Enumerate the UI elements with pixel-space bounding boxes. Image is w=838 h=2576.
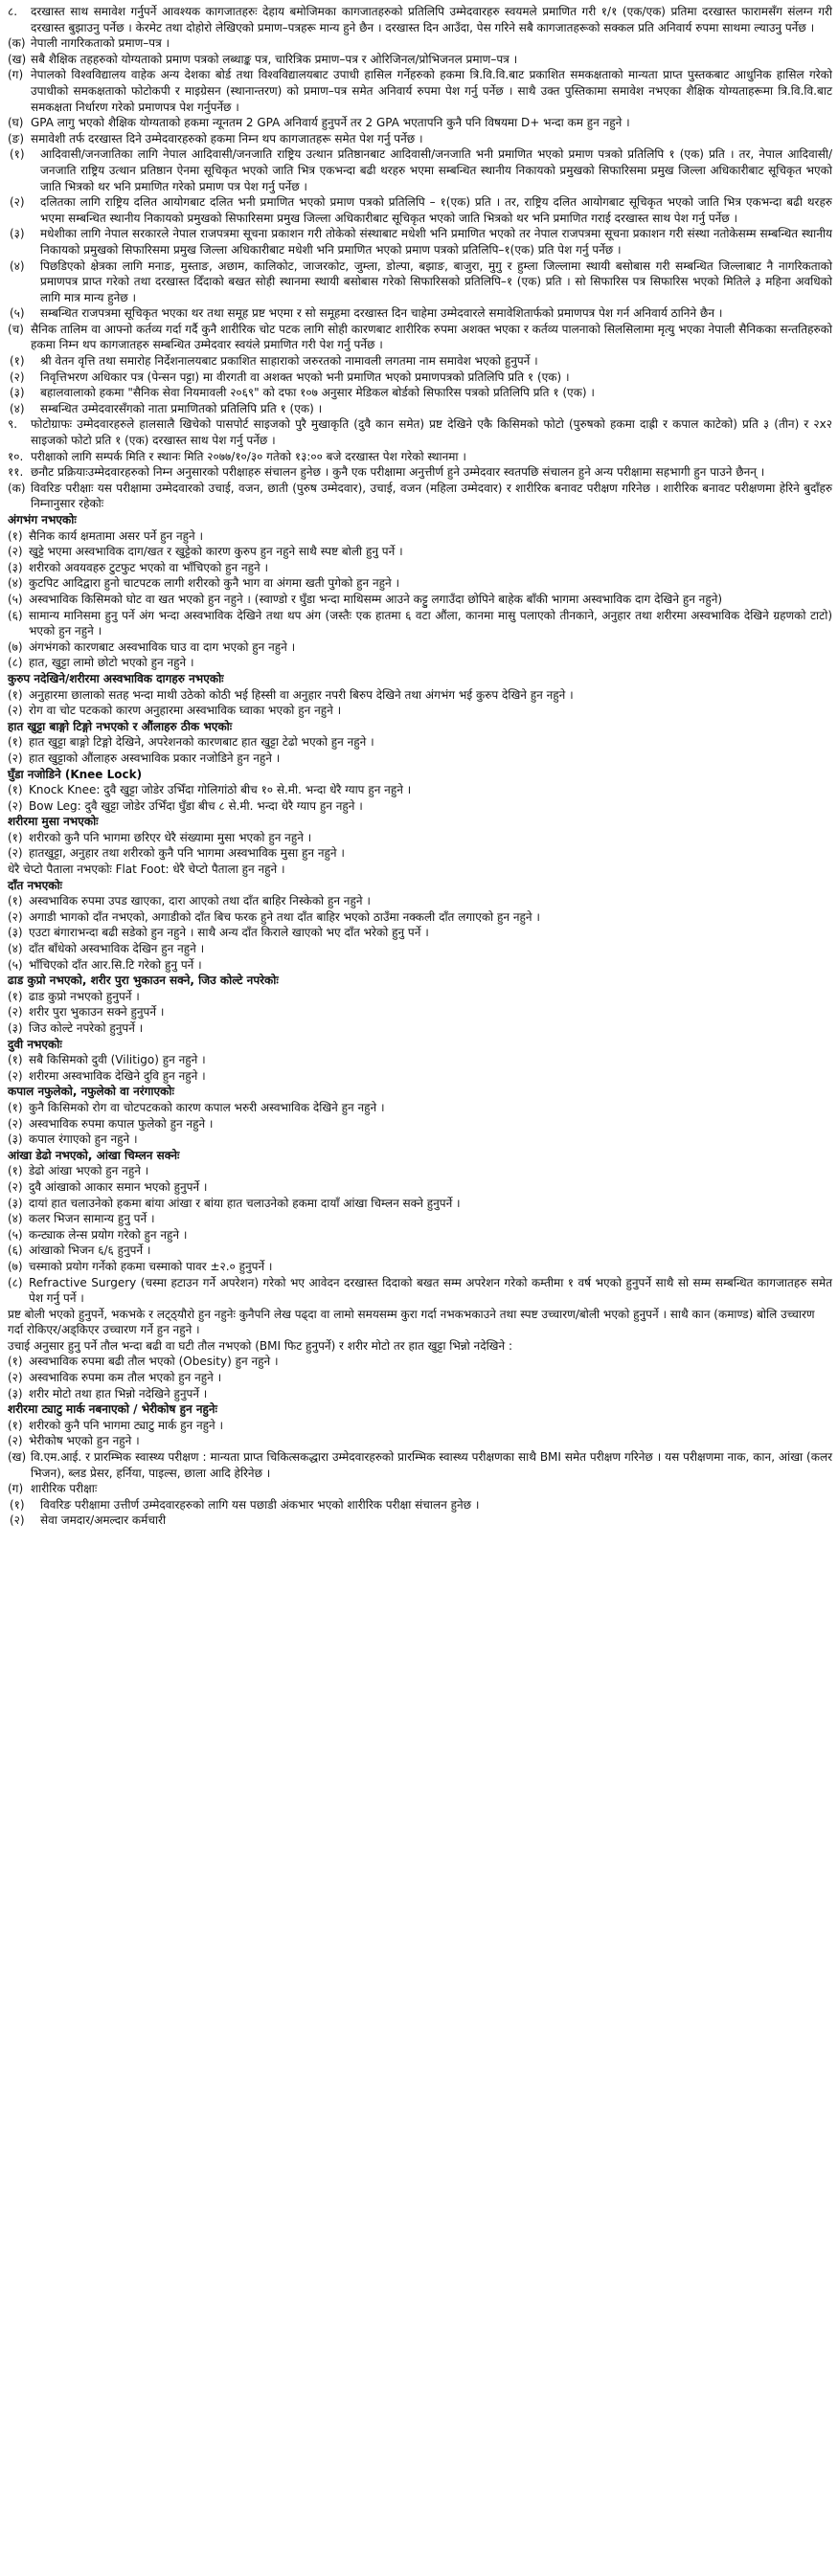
list-item [8,1131,832,1148]
list-item [8,1052,832,1068]
item-text: छनौट प्रक्रियाःउम्मेदवारहरुको निम्न अनुसारको परीक्षाहरु संचालन हुनेछ । कुनै एक परीक्षामा अनुत्तीर्ण हुने उम्मेदवार स्वतपछि संचालन हुने अन्य परीक्षामा सहभागी हुन पाउने छैनन् । [31,465,765,480]
section-heading: दुवी नभएकोः [8,1037,62,1051]
list-item [8,35,832,52]
item-text: भेरीकोष भएको हुन नहुने । [29,1434,140,1448]
list-item [8,845,832,862]
item-text: नेपालको विश्वविद्यालय वाहेक अन्य देशका बोर्ड तथा विश्वविद्यालयबाट उपाधी हासिल गर्नेहरुको हकमा त्रि.वि.वि.बाट प्रकाशित समकक्षताको मान्यता प्राप्त पुस्तकबाट आधुनिक हासिल गरेको उपाधीको समकक्षताको फोटोकपी र माइग्रेसन (स्थानान्तरण) को प्रमाण–पत्र समेत अनिवार्य रुपमा पेश गर्नु पर्नेछ । साथै उक्त पुस्तिकामा समावेश नभएका शैक्षिक योग्यताहरूमा त्रि.वि.वि.बाट समकक्षता निर्धारण गरेको प्रमाणपत्र पेश गर्नुपर्नेछ । [31,68,832,114]
item-number: (५) [8,957,23,972]
list-item [8,1433,832,1449]
list-item [8,370,832,386]
item-number: (४) [10,258,25,273]
item-number: (६) [8,1243,23,1258]
item-text: Knock Knee: दुवै खुट्टा जोडेर उभिँदा गोलिगांठो बीच १० से.मी. भन्दा धेरै ग्याप हुन नहुने । [29,783,412,797]
item-number: (१) [10,1497,25,1512]
item-number: (४) [8,576,23,591]
list-item [8,1370,832,1386]
list-item [8,798,832,815]
item-number: (२) [8,750,23,765]
list-item [8,989,832,1005]
list-item [8,1163,832,1179]
section-heading: शरीरमा ट्याटु मार्क नबनाएको / भेरीकोष हुन नहुनेः [8,1402,217,1417]
item-number: (२) [8,704,23,718]
item-number: (ख) [8,1450,27,1465]
item-text: डेढो आंखा भएको हुन नहुने । [29,1164,149,1178]
item-number: (१) [10,354,25,369]
list-item [8,734,832,750]
item-number: (ग) [8,1482,24,1496]
item-text: कपाल रंगाएको हुन नहुने । [29,1132,138,1147]
item-number: (ख) [8,52,27,66]
item-number: ११. [8,465,24,480]
list-item [8,1259,832,1275]
item-text: हात, खुट्टा लामो छोटो भएको हुन नहुने । [29,656,194,670]
item-number: (१) [8,1100,23,1114]
item-text: हात खुट्टा बाङ्गो टिङ्गो देखिने, अपरेशनको कारणबाट हात खुट्टा टेढो भएको हुन नहुने । [29,735,374,750]
item-text: भाँचिएको दाँत आर.सि.टि गरेको हुनु पर्ने । [29,957,202,972]
section-heading: कुरुप नदेखिने/शरीरमा अस्वभाविक दागहरु नभएकोः [8,671,224,685]
list-item [8,305,832,322]
item-text: कुनै किसिमको रोग वा चोटपटकको कारण कपाल भरुरी अस्वभाविक देखिने हुन नहुने । [29,1100,385,1114]
list-item [8,655,832,671]
item-number: (२) [8,909,23,924]
item-text: अस्वभाविक रुपमा बढी तौल भएको (Obesity) हुन नहुने । [29,1355,279,1369]
item-number: (घ) [8,116,24,130]
item-text: दायां हात चलाउनेको हकमा बांया आंखा र बांया हात चलाउनेको हकमा दायाँ आंखा चिम्लन सक्ने हुनुपर्ने । [29,1196,461,1210]
list-item [8,226,832,258]
list-item [8,528,832,545]
item-number: (१) [8,1164,23,1178]
list-item [8,1275,832,1307]
list-item [8,416,832,448]
item-number: (१) [8,528,23,543]
item-number: १०. [8,449,24,463]
item-text: अस्वभाविक रुपमा कपाल फुलेको हुन नहुने । [29,1116,214,1131]
item-text: मधेशीका लागि नेपाल सरकारले नेपाल राजपत्रमा सूचना प्रकाशन गरी तोकेको संस्थाबाट मधेशी भनि प्रमाणित भएको तर नेपाल राजपत्रमा सूचना प्रकाशन गरी संस्था नतोकेसम्म सम्बन्धित स्थानीय निकायको प्रमुखको सिफारिसमा प्रमुख जिल्ला अधिकारीबाट मधेशी भनि प्रमाणित भएको प्रमाण पत्रको प्रतिलिपि–१(एक) प्रति पेश गर्नु पर्नेछ । [40,227,832,257]
item-number: (२) [8,1005,23,1019]
list-item [8,1004,832,1020]
item-number: (१) [8,687,23,702]
item-number: (२) [8,1116,23,1131]
item-number: (७) [8,1259,23,1273]
section-heading: शरीरमा मुसा नभएकोः [8,815,99,829]
item-text: जिउ कोल्टे नपरेको हुनुपर्ने । [29,1021,144,1035]
list-item [8,1227,832,1243]
item-number: (२) [8,1068,23,1083]
item-number: (ङ) [8,131,25,146]
item-text: रोग वा चोट पटकको कारण अनुहारमा अस्वभाविक घ्वाका भएको हुन नहुने । [29,704,342,718]
item-text: दाँत बाँधेको अस्वभाविक देखिन हुन नहुने । [29,942,205,956]
item-text: फोटोग्राफः उम्मेदवारहरुले हालसालै खिचेको पासपोर्ट साइजको पुरै मुखाकृति (दुवै कान समेत) प्रष्ट देखिने एकै किसिमको फोटो (पुरुषको हकमा दाह्री र कपाल काटेको) प्रति ३ (तीन) र २x२ साइजको फोटो प्रति १ (एक) दरखास्त साथ पेश गर्नु पर्नेछ । [31,417,832,448]
item-number: (२) [8,846,23,861]
list-item [8,401,832,417]
item-number: (४) [8,1212,23,1226]
item-text: शरीरको कुनै पनि भागमा छरिएर धेरै संख्यामा मुसा भएको हुन नहुने । [29,830,312,844]
list-item [8,353,832,370]
list-item [8,893,832,909]
item-text: शरीर मोटो तथा हात भिन्नो नदेखिने हुनुपर्ने । [29,1386,208,1400]
item-number: ९. [8,417,18,432]
item-number: (२) [10,195,25,210]
list-item [8,1211,832,1227]
list-item [8,131,832,147]
list-item [8,481,832,512]
list-item [8,830,832,846]
list-item [8,464,832,481]
item-number: (ग) [8,68,24,82]
item-text: दलितका लागि राष्ट्रिय दलित आयोगबाट दलित भनी प्रमाणित भएको प्रमाण पत्रको प्रतिलिपि – १(एक) प्रति । तर, राष्ट्रिय दलित आयोगबाट सूचिकृत भएको जाति भित्र एकभन्दा बढी थरहरु भएमा सम्बन्धित स्थानीय निकायको प्रमुखको सिफारिसमा प्रमुख जिल्ला अधिकारीबाट सूचिकृत भएको जाति भित्रको थर भनि प्रमाणित गराई दरखास्त साथ पेश गर्नु पर्नेछ । [40,195,832,225]
item-number: (५) [8,592,23,606]
item-number: (३) [8,1132,23,1147]
item-text: वि.एम.आई. र प्रारम्भिक स्वास्थ्य परीक्षण : मान्यता प्राप्त चिकित्सकद्धारा उम्मेदवारहरुको प्रारम्भिक स्वास्थ्य परीक्षणका साथै BMI समेत परीक्षण गरिनेछ । यस परीक्षणमा नाक, कान, आंखा (कलर भिजन), ब्लड प्रेसर, हर्निया, पाइल्स, छाला आदि हेरिनेछ । [31,1450,832,1480]
list-item [8,703,832,719]
list-item [8,544,832,560]
list-item [8,608,832,639]
list-item [8,1481,832,1497]
item-text: सामान्य मानिसमा हुनु पर्ने अंग भन्दा अस्वभाविक देखिने तथा थप अंग (जस्तैः एक हातमा ६ वटा औंला, कानमा मासु पलाएको तीनकाने, अनुहार तथा शरीरमा अस्वभाविक देखिने ग्रहणको टाटो) भएको हुन नहुने । [29,608,832,638]
item-text: शरीरको कुनै पनि भागमा ट्याटु मार्क हुन नहुने । [29,1418,224,1432]
list-item [8,385,832,401]
item-number: (१) [8,1053,23,1067]
item-text: एउटा बंगाराभन्दा बढी सडेको हुन नहुने । साथै अन्य दाँत किराले खाएको भए दाँत भरेको हुनु पर्ने । [29,926,429,940]
item-text: सम्बन्धित राजपत्रमा सूचिकृत भएका थर तथा समूह प्रष्ट भएमा र सो समूहमा दरखास्त दिन चाहेमा उम्मेदवारले समावेशितार्फको प्रमाणपत्र पेश गर्न अनिवार्य ठानिने छैन । [40,306,723,321]
list-item [8,1100,832,1116]
item-text: कन्ट्याक लेन्स प्रयोग गरेको हुन नहुने । [29,1227,188,1242]
item-text: नेपाली नागरिकताको प्रमाण–पत्र । [31,36,170,51]
item-number: (१) [8,894,23,908]
item-text: Refractive Surgery (चस्मा हटाउन गर्ने अपरेशन) गरेको भए आवेदन दरखास्त दिदाको बखत सम्म अपरेशन गरेको कम्तीमा १ वर्ष भएको हुनुपर्ने साथै सो सम्म सम्बन्धित कागजातहरु समेत पेश गर्नु पर्ने । [29,1275,832,1306]
list-item [8,449,832,465]
list-item [8,194,832,226]
list-item [8,1386,832,1402]
item-number: (१) [8,1355,23,1369]
section-heading: अंगभंग नभएकोः [8,513,77,526]
list-item [8,322,832,353]
item-text: आदिवासी/जनजातिका लागि नेपाल आदिवासी/जनजाति राष्ट्रिय उत्थान प्रतिष्ठानबाट आदिवासी/जनजाति भनी प्रमाणित भएको प्रमाण पत्रको प्रतिलिपि १ (एक) प्रति । तर, नेपाल आदिवासी/जनजाति राष्ट्रिय उत्थान प्रतिष्ठान ऐनमा सूचिकृत भएको जाति भित्र एकभन्दा बढी थरहरु भएमा सम्बन्धित स्थानीय निकायको प्रमुखको सिफारिसमा प्रमुख जिल्ला अधिकारीबाट सूचिकृत भएको जाति भित्रको थर भनि प्रमाणित गरेको प्रमाण पत्र पेश गर्नु पर्नेछ । [40,147,832,193]
list-item [8,957,832,974]
list-item [8,1068,832,1085]
item-text: दुवै आंखाको आकार समान भएको हुनुपर्ने । [29,1179,208,1194]
item-number: (३) [8,1021,23,1035]
item-number: (५) [10,306,25,321]
item-text: ढाड कुप्रो नभएको हुनुपर्ने । [29,989,140,1003]
item-number: (४) [10,401,25,415]
item-number: (५) [8,1227,23,1242]
list-item [8,1179,832,1196]
list-item [8,560,832,576]
item-number: (च) [8,322,24,336]
item-text: आंखाको भिजन ६/६ हुनुपर्ने । [29,1243,151,1258]
item-number: (१) [8,989,23,1003]
item-number: (२) [8,798,23,813]
list-item [8,687,832,704]
paragraph: धेरै चेप्टो पैताला नभएकोः Flat Foot: धेरै चेप्टो पैताला हुन नहुने । [8,862,285,877]
item-number: (८) [8,656,23,670]
list-item [8,639,832,656]
item-text: अस्वभाविक किसिमको घोट वा खत भएको हुन नहुने । (स्वाण्डो र घुँडा भन्दा माथिसम्म आउने कट्टु लगाउँदा छोपिने बाहेक बाँकी भागमा अस्वभाविक दाग देखिने हुन नहुने) [29,592,723,606]
item-text: कलर भिजन सामान्य हुनु पर्ने । [29,1212,155,1226]
item-number: (३) [10,227,25,241]
item-text: बहालवालाको हकमा "सैनिक सेवा नियमावली २०६९" को दफा १०७ अनुसार मेडिकल बोर्डको सिफारिस पत्रको प्रतिलिपि प्रति १ (एक) । [40,386,595,400]
list-item [8,1243,832,1259]
item-text: पिछडिएको क्षेत्रका लागि मनाङ, मुस्ताङ, अछाम, कालिकोट, जाजरकोट, जुम्ला, डोल्पा, बझाङ, बाजुरा, मुगु र हुम्ला जिल्लामा स्थायी बसोबास गरी सम्बन्धित जिल्लाबाट नै नागरिकताको प्रमाणपत्र प्राप्त गरेको तथा दरखास्त दिँदाको बखत सोही स्थानमा स्थायी बसोबास गरेको सिफारिसको प्रतिलिपि–१ (एक) प्रति । सो सिफारिस पत्र सिफारिस भएको मितिले ३ महिना अवधिको लागि मात्र मान्य हुनेछ । [40,258,832,304]
list-item [8,1196,832,1212]
item-number: (८) [8,1275,23,1289]
item-text: चस्माको प्रयोग गर्नेको हकमा चस्माको पावर ±२.० हुनुपर्ने । [29,1259,273,1273]
list-item [8,52,832,68]
list-item [8,925,832,941]
paragraph: प्रष्ट बोली भएको हुनुपर्ने, भकभके र लट्ठ्यौरो हुन नहुनेः कुनैपनि लेख पढ्दा वा लामो समयसम्म कुरा गर्दा नभकभकाउने तथा स्पष्ट उच्चारण/बोली भएको हुनुपर्ने । साथै कान (कमाण्ड) बोलि उच्चारण गर्दा रोकिएर/अड्किएर उच्चारण गर्ने हुन नहुने । [8,1307,815,1337]
item-number: (२) [8,1179,23,1194]
section-heading: दाँत नभएकोः [8,878,62,892]
item-text: परीक्षाको लागि सम्पर्क मिति र स्थानः मिति २०७७/१०/३० गतेको १३:०० बजे दरखास्त पेश गरेको स्थानमा । [31,449,466,463]
section-heading: कपाल नफुलेको, नफुलेको वा नरंगाएकोः [8,1085,174,1099]
item-text: शरीरमा अस्वभाविक देखिने दुवि हुन नहुने । [29,1068,206,1083]
item-text: खुट्टे भएमा अस्वभाविक दाग/खत र खुट्टेको कारण कुरुप हुन नहुने साथै स्पष्ट बोली हुनु पर्ने । [29,545,403,559]
list-item [8,782,832,798]
item-text: कुटपिट आदिद्वारा हुनो चाटपटक लागी शरीरको कुनै भाग वा अंगमा खती पुगेको हुन नहुने । [29,576,400,591]
item-number: (२) [8,545,23,559]
item-number: (क) [8,481,26,495]
section-heading: घुँडा नजोडिने (Knee Lock) [8,767,143,781]
list-item [8,115,832,131]
item-text: अनुहारमा छालाको सतह भन्दा माथी उठेको कोठी भई हिस्सी वा अनुहार नपरी बिरुप देखिने तथा अंगभंग भई कुरुप देखिने हुन नहुने । [29,687,574,702]
item-text: सैनिक तालिम वा आफ्नो कर्तव्य गर्दा गर्दै कुनै शारीरिक चोट पटक लागि सोही कारणबाट शारीरिक रुपमा अशक्त भएका र कर्तव्य पालनाको सिलसिलामा मृत्यु भएका नेपाली सैनिकका सन्ततिहरुको हकमा निम्न थप कागजातहरु सम्बन्धित उम्मेदवार स्वयंले प्रमाणित गरी पेश गर्नु पर्नेछ । [31,322,832,352]
section-heading: आंखा डेढो नभएको, आंखा चिम्लन सक्नेः [8,1148,180,1162]
item-text: निवृत्तिभरण अधिकार पत्र (पेन्सन पट्टा) मा वीरगती वा अशक्त भएको भनी प्रमाणित भएको प्रमाणपत्रको प्रतिलिपि प्रति १ (एक) । [40,370,570,384]
item-number: (१) [8,735,23,750]
item-number: (१) [8,783,23,797]
item-text: विवरिङ परीक्षाः यस परीक्षामा उम्मेदवारको उचाई, वजन, छाती (पुरुष उम्मेदवार), उचाई, वजन (महिला उम्मेदवार) र शारीरिक बनावट परीक्षण गरिनेछ । शारीरिक बनावट परीक्षणमा हेरिने बुदाँहरु निम्नानुसार रहेकोः [31,481,832,511]
list-item [8,1449,832,1481]
list-item [8,258,832,306]
item-text: हात खुट्टाको औंलाहरु अस्वभाविक प्रकार नजोडिने हुन नहुने । [29,750,281,765]
item-number: (क) [8,36,26,51]
item-text: सम्बन्धित उम्मेदवारसँगको नाता प्रमाणितको प्रतिलिपि प्रति १ (एक) । [40,401,323,415]
item-text: विवरिङ परीक्षामा उत्तीर्ण उम्मेदवारहरुको लागि यस पछाडी अंकभार भएको शारीरिक परीक्षा संचालन हुनेछ । [40,1497,480,1512]
list-item [8,1512,832,1529]
item-text: अंगभंगको कारणबाट अस्वभाविक घाउ वा दाग भएको हुन नहुने । [29,639,296,654]
list-item [8,146,832,194]
item-text: शरीरको अवयवहरु टुटफुट भएको वा भाँचिएको हुन नहुने । [29,560,269,574]
item-text: हातखुट्टा, अनुहार तथा शरीरको कुनै पनि भागमा अस्वभाविक मुसा हुन नहुने । [29,846,345,861]
item-number: (३) [8,926,23,940]
item-text: सबै शैक्षिक तहहरुको योग्यताको प्रमाण पत्रको लब्धाङ्क पत्र, चारित्रिक प्रमाण–पत्र र ओरिजिनल/प्रोभिजनल प्रमाण–पत्र । [31,52,518,66]
list-item [8,1020,832,1037]
paragraph: उचाई अनुसार हुनु पर्ने तौल भन्दा बढी वा घटी तौल नभएको (BMI फिट हुनुपर्ने) र शरीर मोटो तर हात खुट्टा भिन्नो नदेखिने : [8,1338,513,1353]
item-text: सबै किसिमको दुवी (Vilitigo) हुन नहुने । [29,1053,206,1067]
item-text: समावेशी तर्फ दरखास्त दिने उम्मेदवारहरुको हकमा निम्न थप कागजातहरू समेत पेश गर्नु पर्नेछ । [31,131,423,146]
item-text: शरीर पुरा भुकाउन सक्ने हुनुपर्ने । [29,1005,165,1019]
item-number: (३) [8,1196,23,1210]
list-item [8,67,832,115]
item-number: (२) [8,1434,23,1448]
section-heading: हात खुट्टा बाङ्गो टिङ्गो नभएको र औंलाहरु ठीक भएकोः [8,719,233,733]
item-text: शारीरिक परीक्षाः [31,1482,98,1496]
item-number: (४) [8,942,23,956]
list-item [8,4,832,35]
item-text: Bow Leg: दुवै खुट्टा जोडेर उभिँदा घुँडा बीच ८ से.मी. भन्दा धेरै ग्याप हुन नहुने । [29,798,363,813]
list-item [8,575,832,592]
item-number: (१) [10,147,25,162]
item-number: (३) [10,386,25,400]
list-item [8,750,832,767]
item-number: (३) [8,560,23,574]
list-item [8,592,832,608]
list-item [8,941,832,957]
item-text: GPA लागु भएको शैक्षिक योग्यताको हकमा न्यूनतम 2 GPA अनिवार्य हुनुपर्ने तर 2 GPA भएतापनि कुनै पनि विषयमा D+ भन्दा कम हुन नहुने । [31,116,630,130]
item-text: श्री वेतन वृत्ति तथा समारोह निर्देशनालयबाट प्रकाशित साहाराको जरुरतको नामावली लगतमा नाम समावेश भएको हुनुपर्ने । [40,354,538,369]
list-item [8,1497,832,1513]
list-item [8,1354,832,1370]
item-number: (२) [10,1513,25,1528]
item-text: सेवा जमदार/अमल्दार कर्मचारी [40,1513,167,1528]
item-number: (२) [10,370,25,384]
item-text: अस्वभाविक रुपमा उपड खाएका, दारा आएको तथा दाँत बाहिर निस्केको हुन नहुने । [29,894,371,908]
item-number: (७) [8,639,23,654]
item-text: अस्वभाविक रुपमा कम तौल भएको हुन नहुने । [29,1371,222,1385]
item-number: (२) [8,1371,23,1385]
list-item [8,909,832,926]
item-number: (६) [8,608,23,622]
list-item [8,1418,832,1434]
item-text: दरखास्त साथ समावेश गर्नुपर्ने आवश्यक कागजातहरुः देहाय बमोजिमका कागजातहरुको प्रतिलिपि उम्मेदवारहरु स्वयमले प्रमाणित गरी १/१ (एक/एक) प्रतिमा दरखास्त फारामसँग संलग्न गरी दरखास्त बुझाउनु पर्नेछ । केरमेट तथा दोहोरो लेखिएको प्रमाण–पत्रहरू मान्य हुने छैन । दरखास्त दिन आउँदा, पेस गरिने सबै कागजातहरूको सक्कल प्रति अनिवार्य रुपमा साथमा ल्याउनु पर्नेछ । [31,5,832,34]
item-text: सैनिक कार्य क्षमतामा असर पर्ने हुन नहुने । [29,528,204,543]
item-number: (१) [8,1418,23,1432]
section-heading: ढाड कुप्रो नभएको, शरीर पुरा भुकाउन सक्ने, जिउ कोल्टे नपरेकोः [8,974,279,988]
item-number: (१) [8,830,23,844]
list-item [8,1116,832,1132]
item-text: अगाडी भागको दाँत नभएको, अगाडीको दाँत बिच फरक हुने तथा दाँत बाहिर भएको ठाउँमा नक्कली दाँत लगाएको हुन नहुने । [29,909,540,924]
item-number: ८. [8,5,18,18]
item-number: (३) [8,1386,23,1400]
